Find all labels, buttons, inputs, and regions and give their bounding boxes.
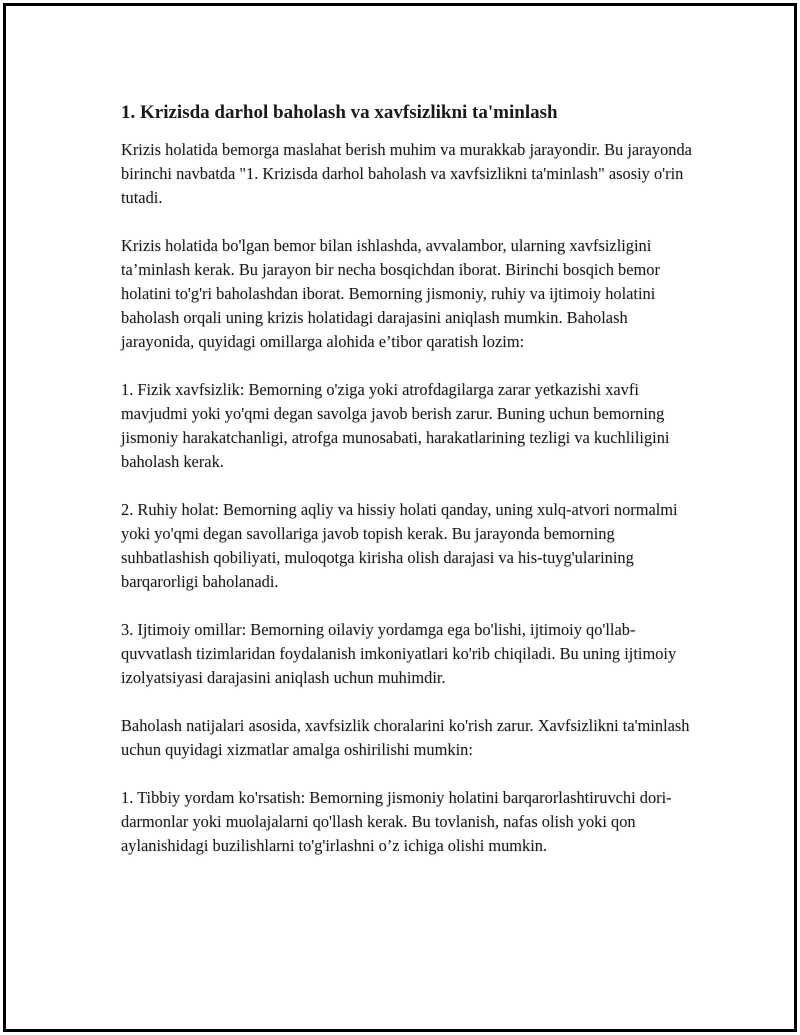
paragraph-medical-aid: 1. Tibbiy yordam ko'rsatish: Bemorning jismoniy holatini barqarorlashtiruvchi dori-darmonlar yoki muolajalarni qo'llash kerak. Bu tovlanish, nafas olish yoki qon aylanishidagi buzilishlarni to'g'irlashni o’z ichiga olishi mumkin.: [121, 788, 672, 855]
document-body: [121, 100, 696, 882]
document-page: [3, 3, 797, 1032]
paragraph-intro: Krizis holatida bemorga maslahat berish muhim va murakkab jarayondir. Bu jarayonda birinchi navbatda "1. Krizisda darhol baholash va xavfsizlikni ta'minlash" asosiy o'rin tutadi.: [121, 140, 692, 207]
paragraph-safety-measures: Baholash natijalari asosida, xavfsizlik choralarini ko'rish zarur. Xavfsizlikni ta'minlash uchun quyidagi xizmatlar amalga oshirilishi mumkin:: [121, 716, 690, 759]
paragraph-safety-assessment: Krizis holatida bo'lgan bemor bilan ishlashda, avvalambor, ularning xavfsizligini ta’minlash kerak. Bu jarayon bir necha bosqichdan iborat. Birinchi bosqich bemor holatini to'g'ri baholashdan iborat. Bemorning jismoniy, ruhiy va ijtimoiy holatini baholash orqali uning krizis holatidagi darajasini aniqlash mumkin. Baholash jarayonida, quyidagi omillarga alohida e’tibor qaratish lozim:: [121, 236, 660, 351]
paragraph-social-factors: 3. Ijtimoiy omillar: Bemorning oilaviy yordamga ega bo'lishi, ijtimoiy qo'llab-quvvatlash tizimlaridan foydalanish imkoniyatlari ko'rib chiqiladi. Bu uning ijtimoiy izolyatsiyasi darajasini aniqlash uchun muhimdir.: [121, 620, 677, 687]
paragraph-physical-safety: 1. Fizik xavfsizlik: Bemorning o'ziga yoki atrofdagilarga zarar yetkazishi xavfi mavjudmi yoki yo'qmi degan savolga javob berish zarur. Buning uchun bemorning jismoniy harakatchanligi, atrofga munosabati, harakatlarining tezligi va kuchliligini baholash kerak.: [121, 380, 670, 471]
paragraph-mental-state: 2. Ruhiy holat: Bemorning aqliy va hissiy holati qanday, uning xulq-atvori normalmi yoki yo'qmi degan savollariga javob topish kerak. Bu jarayonda bemorning suhbatlashish qobiliyati, muloqotga kirisha olish darajasi va his-tuyg'ularining barqarorligi baholanadi.: [121, 500, 678, 591]
document-title: 1. Krizisda darhol baholash va xavfsizlikni ta'minlash: [121, 102, 558, 123]
